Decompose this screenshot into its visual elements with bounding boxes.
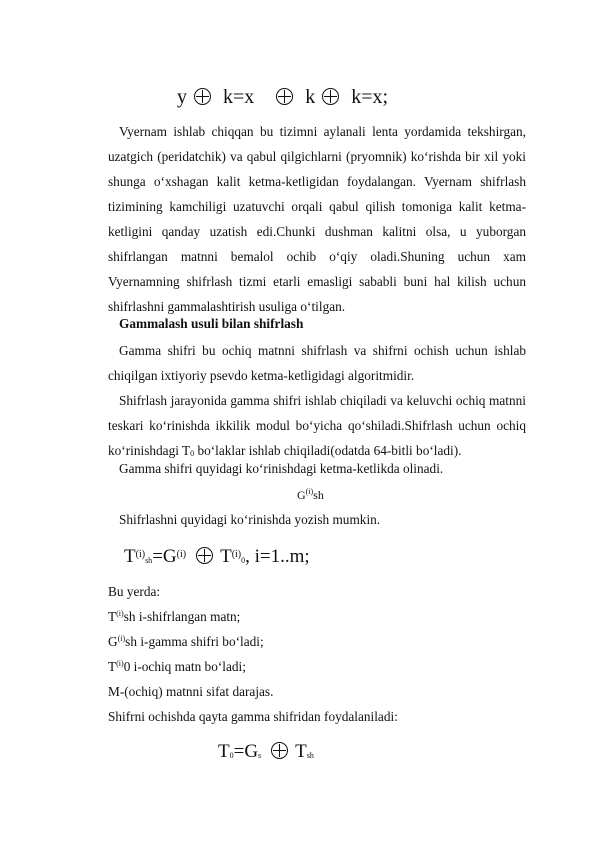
gamma-sup: (i) (305, 487, 314, 496)
fm-eq: =G (152, 546, 177, 567)
paragraph-shifrlash-process (108, 388, 526, 466)
formula-part-kx-end: k=x; (351, 86, 389, 108)
paragraph-gamma-definition: Gamma shifri bu ochiq matnni shifrlash va shifrni ochish uchun ishlab chiqilgan ixtiyoriy psevdo ketma-ketligidagi algoritmidir. (108, 343, 526, 383)
definition-item (108, 659, 246, 675)
p3-subscript: 0 (190, 449, 195, 458)
paragraph-shifrlash-form: Shifrlashni quyidagi ko‘rinishda yozish mumkin. (119, 512, 381, 527)
gamma-sub: sh (313, 488, 324, 502)
fm-t: T (124, 546, 136, 567)
def1-base: T (108, 609, 117, 624)
fm-sub3: 0 (241, 556, 246, 565)
xor-icon (271, 742, 288, 759)
fm-tail: , i=1..m; (245, 546, 310, 567)
formula-main (124, 546, 310, 568)
definition-item: M-(ochiq) matnni sifat darajas. (108, 684, 274, 699)
def2-sup: (i) (117, 634, 126, 643)
fm-sup2: (i) (176, 549, 187, 560)
fb-eq: =G (233, 741, 259, 762)
definition-item (108, 634, 264, 650)
p3-text-end: bo‘laklar ishlab chiqiladi(odatda 64-bitli bo‘ladi). (194, 443, 462, 458)
fb-t: T (295, 741, 307, 762)
fb-t0: T (218, 741, 230, 762)
def1-sup: (i) (116, 609, 124, 618)
xor-icon (196, 547, 213, 564)
p3-text-start: Shifrlash jarayonida gamma shifri ishlab chiqiladi va keluvchi ochiq matnni teskari ko‘rinishda ikkilik modul bo‘yicha qo‘shiladi.Shifrlash uchun ochiq ko‘rinishdagi T (108, 393, 526, 458)
def2-base: G (108, 634, 118, 649)
paragraph-vyernam: Vyernam ishlab chiqqan bu tizimni aylanali lenta yordamida tekshirgan, uzatgich (peridatchik) va qabul qilgichlarni (pryomnik) ko‘rishda bir xil yoki shunga o‘xshagan kalit ketma-ketligidan foydalangan. Vyernam shifrlash tizimining kamchiligi uzatuvchi orqali qabul qilish tomoniga kalit ketma-ketligini qanday uzatish edi.Chunki dushman kalitni olsa, u yuborgan shifrlangan matnni bemalol ochib o‘qiy oladi.Shuning uchun xam Vyernamning shifrlash tizmi etarli emasligi sababli buni hal kilish uchun shifrlashni gammalashtirish usuliga o‘tilgan. (108, 124, 526, 314)
formula-var-y: y (177, 86, 187, 108)
formula-part-kx: k=x (223, 86, 255, 108)
gamma-symbol (297, 487, 324, 503)
xor-icon (322, 88, 339, 105)
def3-base: T (108, 659, 117, 674)
section-heading: Gammalash usuli bilan shifrlash (119, 316, 304, 331)
gamma-base: G (297, 488, 306, 502)
xor-icon (276, 88, 293, 105)
definition-item: Shifrni ochishda qayta gamma shifridan foydalaniladi: (108, 709, 398, 724)
formula-bottom (218, 741, 314, 763)
fm-t2: T (220, 546, 232, 567)
fb-g-sub: s (258, 751, 262, 760)
fm-sup1: (i) (135, 549, 146, 560)
def3-text: 0 i-ochiq matn bo‘ladi; (123, 659, 246, 674)
def1-text: sh i-shifrlangan matn; (123, 609, 241, 624)
fm-sub1: sh (145, 556, 153, 565)
fm-sup3: (i) (231, 549, 242, 560)
def3-sup: (i) (116, 659, 124, 668)
definitions-intro: Bu yerda: (108, 584, 161, 599)
fb-t0-sub: 0 (229, 751, 234, 760)
fb-t-sub: sh (306, 751, 314, 760)
def2-text: sh i-gamma shifri bo‘ladi; (125, 634, 264, 649)
formula-part-k: k (305, 86, 316, 108)
formula-top (177, 86, 388, 109)
paragraph-gamma-sequence: Gamma shifri quyidagi ko‘rinishdagi ketma-ketlikda olinadi. (119, 461, 444, 476)
definition-item (108, 609, 240, 625)
xor-icon (194, 88, 211, 105)
